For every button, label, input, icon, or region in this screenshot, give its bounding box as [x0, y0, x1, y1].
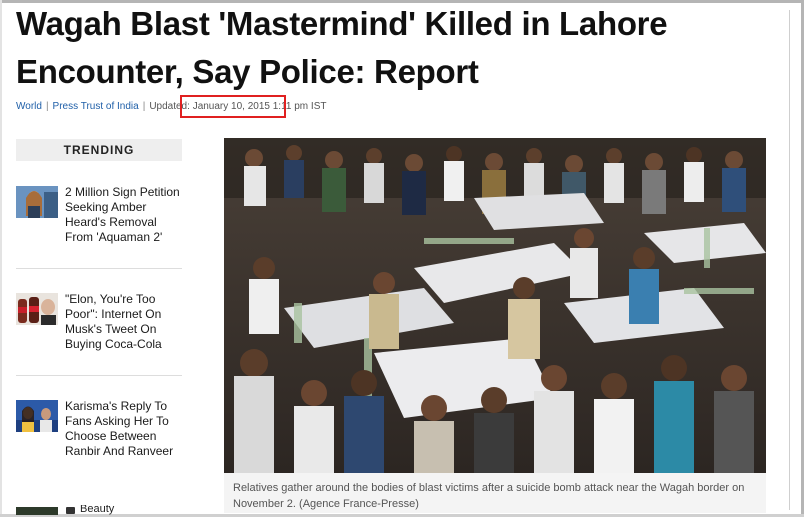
article-photo: [224, 138, 766, 473]
trending-item-title[interactable]: Karisma's Reply To Fans Asking Her To Choose Between Ranbir And Ranveer: [65, 399, 174, 458]
trending-item-title[interactable]: "Elon, You're Too Poor": Internet On Musk's Tweet On Buying Coca-Cola: [65, 292, 162, 351]
article-headline: Wagah Blast 'Mastermind' Killed in Lahore Encounter, Say Police: Report: [16, 5, 668, 90]
trending-thumbnail[interactable]: [16, 400, 58, 432]
trending-item-title[interactable]: Beauty: [80, 505, 115, 515]
trending-thumbnail[interactable]: [16, 186, 58, 218]
photo-caption: Relatives gather around the bodies of blast victims after a suicide bomb attack near the Wagah border on November 2. (Agence France-Presse): [224, 473, 766, 513]
trending-item-beauty[interactable]: [16, 505, 182, 515]
camera-icon: [66, 507, 75, 514]
window-left-border: [0, 0, 2, 517]
byline-separator: |: [45, 101, 49, 112]
trending-item-title[interactable]: 2 Million Sign Petition Seeking Amber Heard's Removal From 'Aquaman 2': [65, 185, 180, 244]
trending-thumbnail[interactable]: [16, 507, 58, 515]
trending-divider: [16, 268, 182, 269]
updated-datetime: January 10, 2015 1:11 pm IST: [192, 101, 327, 112]
trending-divider: [16, 375, 182, 376]
date-highlight-box: [180, 95, 286, 118]
trending-heading: TRENDING: [16, 139, 182, 161]
trending-thumbnail[interactable]: [16, 293, 58, 325]
updated-label: Updated:: [149, 101, 190, 112]
scrollbar-track[interactable]: [789, 10, 790, 510]
byline-separator: |: [142, 101, 146, 112]
source-link[interactable]: Press Trust of India: [52, 101, 139, 112]
category-link[interactable]: World: [16, 101, 42, 112]
